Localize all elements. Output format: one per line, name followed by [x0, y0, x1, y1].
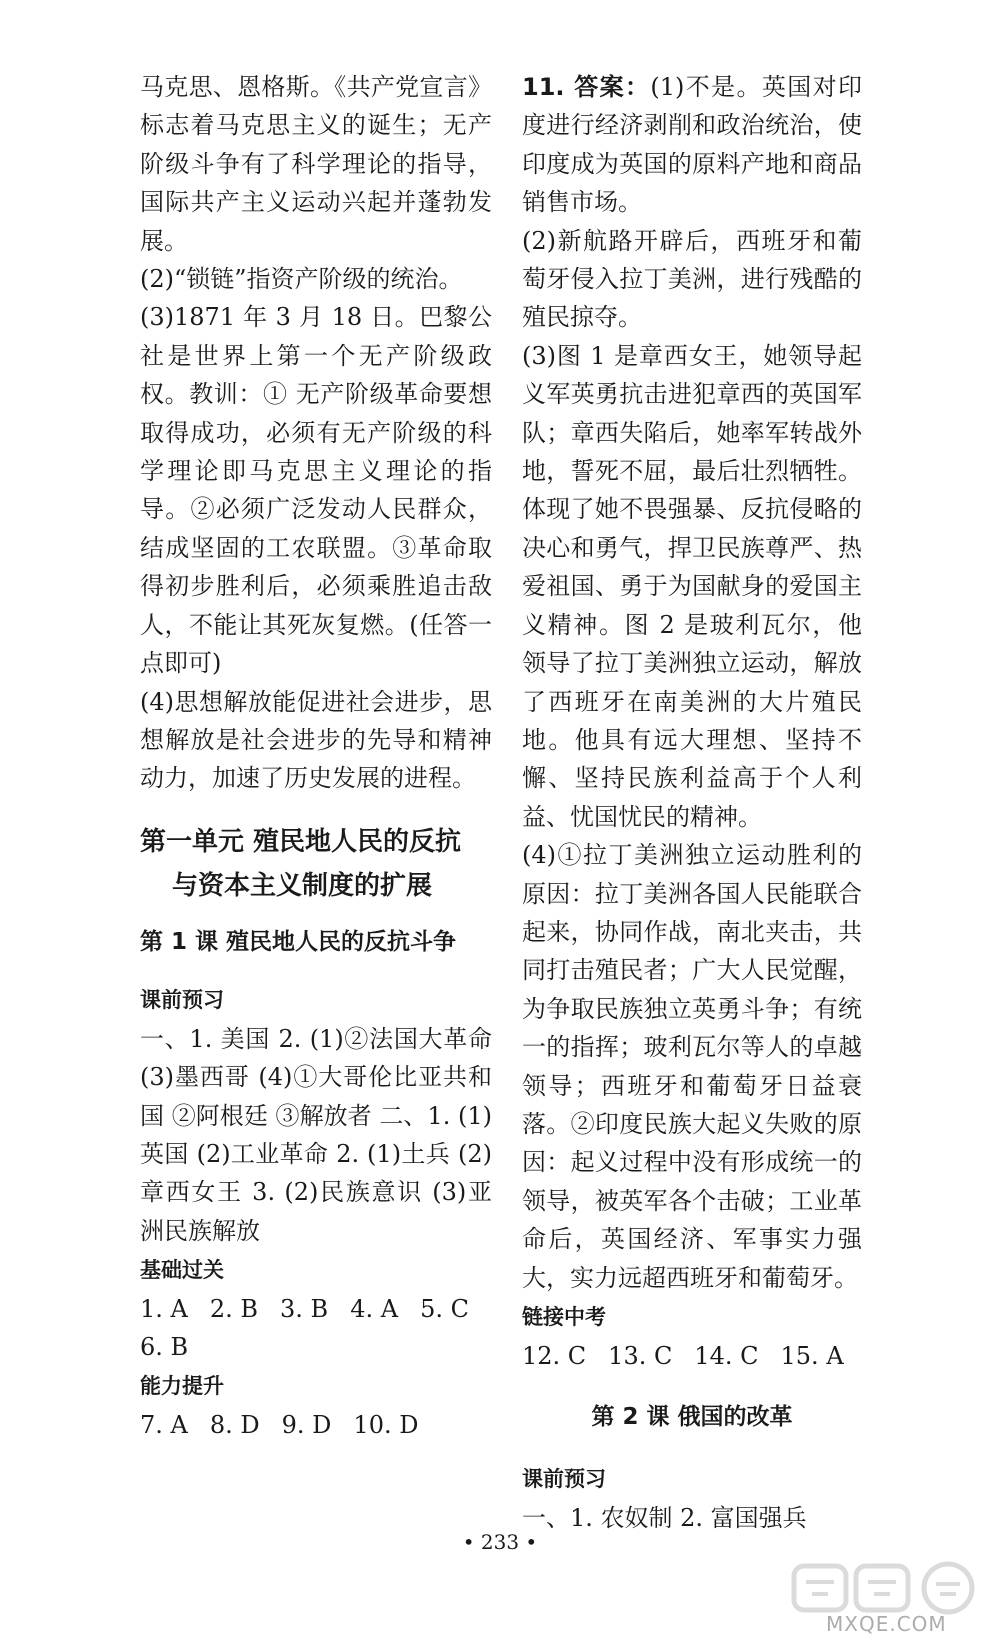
unit-title-line-1: 第一单元 殖民地人民的反抗 — [140, 826, 462, 857]
answer-item: 4. A — [350, 1295, 399, 1324]
watermark-text: MXQE.COM — [826, 1612, 947, 1636]
left-column — [140, 68, 492, 1444]
answer-item: 1. A — [140, 1295, 188, 1324]
answer-item: 9. D — [281, 1411, 332, 1440]
question-11-part-3: (3)图 1 是章西女王，她领导起义军英勇抗击进犯章西的英国军队；章西失陷后，她率军转战外地，誓死不屈，最后壮烈牺牲。体现了她不畏强暴、反抗侵略的决心和勇气，捍卫民族尊严、热爱祖国、勇于为国献身的爱国主义精神。图 2 是玻利瓦尔，他领导了拉丁美洲独立运动，解放了西班牙在南美洲的大片殖民地。他具有远大理想、坚持不懈、坚持民族利益高于个人利益、忧国忧民的精神。 — [522, 341, 862, 831]
unit-title — [140, 820, 492, 908]
basic-answers-row-1 — [140, 1290, 492, 1328]
paragraph-thought-liberation: (4)思想解放能促进社会进步，思想解放是社会进步的先导和精神动力，加速了历史发展的进程。 — [140, 687, 492, 793]
paragraph-marx: 马克思、恩格斯。《共产党宣言》标志着马克思主义的诞生；无产阶级斗争有了科学理论的指导，国际共产主义运动兴起并蓬勃发展。 — [140, 73, 492, 255]
basic-answers-row-2 — [140, 1328, 492, 1366]
ability-answers — [140, 1406, 492, 1444]
link-exam-answers — [522, 1337, 862, 1375]
basic-heading: 基础过关 — [140, 1258, 224, 1283]
question-11-label: 11. 答案： — [522, 73, 651, 101]
ability-heading: 能力提升 — [140, 1374, 224, 1399]
lesson-1-title: 第 1 课 殖民地人民的反抗斗争 — [140, 928, 457, 955]
answer-item: 8. D — [209, 1411, 260, 1440]
preview-heading: 课前预习 — [140, 987, 224, 1012]
paragraph-chains: (2)“锁链”指资产阶级的统治。 — [140, 265, 463, 294]
unit-title-line-2: 与资本主义制度的扩展 — [172, 870, 433, 901]
answer-item: 5. C — [420, 1295, 469, 1324]
lesson-2-title: 第 2 课 俄国的改革 — [591, 1404, 793, 1430]
answer-item: 14. C — [694, 1342, 759, 1370]
answer-item: 6. B — [140, 1333, 189, 1362]
page-number: • 233 • — [462, 1530, 538, 1554]
answer-item: 13. C — [608, 1342, 673, 1370]
question-11-part-1 — [522, 68, 862, 222]
answer-item: 10. D — [353, 1411, 419, 1440]
link-exam-heading: 链接中考 — [522, 1305, 606, 1329]
answer-item: 15. A — [780, 1342, 844, 1370]
question-11-part-2: (2)新航路开辟后，西班牙和葡萄牙侵入拉丁美洲，进行残酷的殖民掠夺。 — [522, 226, 862, 332]
question-11-part-1-text: (1)不是。英国对印度进行经济剥削和政治统治，使印度成为英国的原料产地和商品销售市场。 — [522, 73, 862, 217]
answer-item: 2. B — [209, 1295, 259, 1324]
preview-heading-2: 课前预习 — [522, 1467, 606, 1491]
preview-answers-2: 一、1. 农奴制 2. 富国强兵 — [522, 1504, 807, 1532]
answer-item: 12. C — [522, 1342, 587, 1370]
paragraph-paris-commune: (3)1871 年 3 月 18 日。巴黎公社是世界上第一个无产阶级政权。教训：① 无产阶级革命要想取得成功，必须有无产阶级的科学理论即马克思主义理论的指导。②必须广泛发动人民群众，结成坚固的工农联盟。③革命取得初步胜利后，必须乘胜追击敌人，不能让其死灰复燃。(任答一点即可) — [140, 303, 492, 678]
answer-item: 3. B — [280, 1295, 329, 1324]
answer-item: 7. A — [140, 1411, 188, 1440]
question-11-part-4: (4)①拉丁美洲独立运动胜利的原因：拉丁美洲各国人民能联合起来，协同作战，南北夹击，共同打击殖民者；广大人民觉醒，为争取民族独立英勇斗争；有统一的指挥；玻利瓦尔等人的卓越领导；西班牙和葡萄牙日益衰落。②印度民族大起义失败的原因：起义过程中没有形成统一的领导，被英军各个击破；工业革命后，英国经济、军事实力强大，实力远超西班牙和葡萄牙。 — [522, 841, 862, 1292]
preview-answers: 一、1. 美国 2. (1)②法国大革命 (3)墨西哥 (4)①大哥伦比亚共和国 ②阿根廷 ③解放者 二、1. (1)英国 (2)工业革命 2. (1)土兵 (2)章西女王 3. (2)民族意识 (3)亚洲民族解放 — [140, 1024, 492, 1245]
right-column — [522, 68, 862, 1537]
